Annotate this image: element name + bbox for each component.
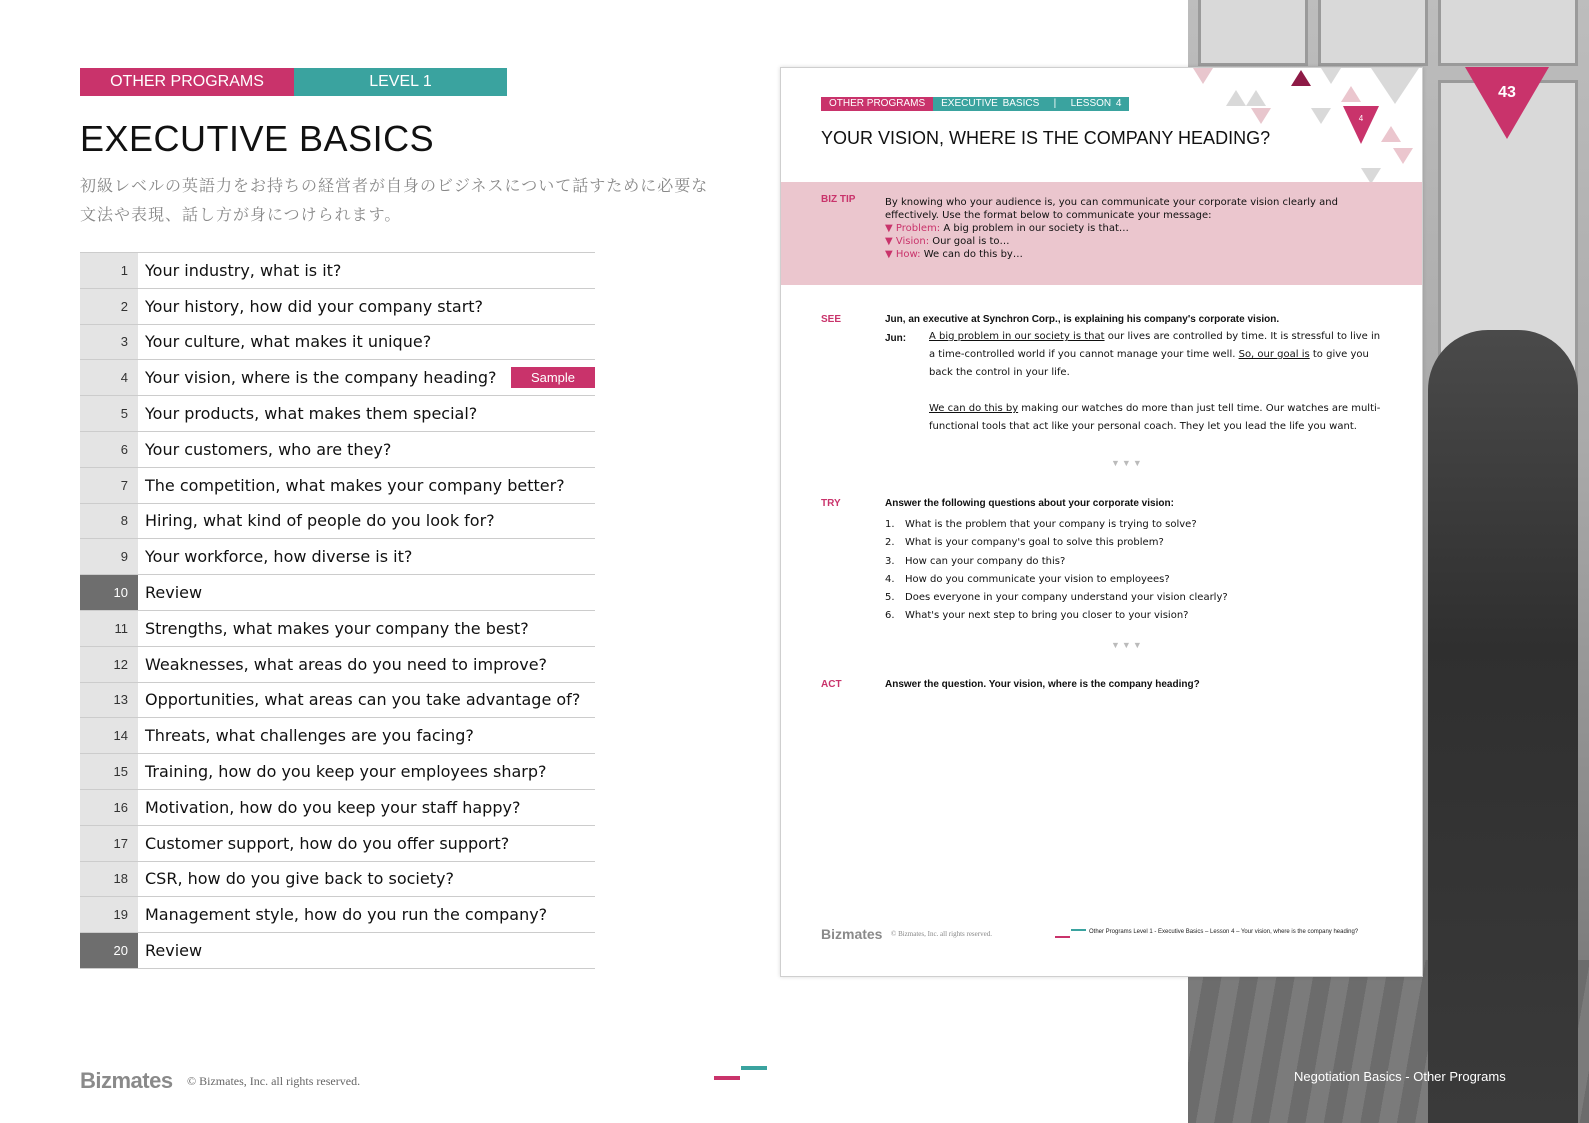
biz-tip-value: We can do this by…	[923, 249, 1023, 260]
triangle-bullet-icon: ▼	[885, 249, 893, 260]
decor-triangle	[1321, 68, 1341, 84]
lesson-title: Your customers, who are they?	[145, 439, 392, 459]
decor-triangle	[1226, 90, 1246, 106]
lesson-title: Your culture, what makes it unique?	[145, 332, 432, 352]
lesson-title: Training, how do you keep your employees sharp?	[145, 762, 547, 782]
decor-triangle	[1393, 148, 1413, 164]
lesson-number: 17	[80, 826, 138, 861]
page-number-triangle	[1465, 67, 1549, 139]
decor-triangle	[1291, 70, 1311, 86]
window-pane	[1198, 0, 1308, 66]
lesson-number: 5	[80, 396, 138, 431]
try-question-list	[885, 516, 1228, 626]
try-label: TRY	[821, 498, 841, 509]
try-question-number: 3.	[885, 555, 895, 567]
lesson-row	[80, 396, 595, 432]
decor-triangle	[1246, 90, 1266, 106]
biz-tip-key: Vision:	[895, 236, 930, 247]
section-separator: ▼▼▼	[1111, 640, 1144, 650]
lesson-row	[80, 325, 595, 361]
level-tag: LEVEL 1	[294, 68, 507, 96]
biz-tip-item	[885, 248, 1355, 261]
lesson-row	[80, 897, 595, 933]
try-question-number: 6.	[885, 610, 895, 622]
biz-tip-key: Problem:	[895, 223, 941, 234]
key-phrase: A big problem in our society is that	[929, 331, 1105, 342]
lesson-number: 10	[80, 575, 138, 610]
lesson-title: Strengths, what makes your company the best?	[145, 618, 529, 638]
lesson-title: Review	[145, 941, 203, 961]
lesson-number: 12	[80, 647, 138, 682]
lesson-row	[80, 253, 595, 289]
paragraph-text: making our watches do more than just tell time. Our watches are multi-functional tools that act like your personal coach. They let you lead the life you want.	[929, 403, 1381, 432]
lesson-title: Your industry, what is it?	[145, 260, 342, 280]
footer-copyright: © Bizmates, Inc. all rights reserved.	[187, 1074, 361, 1088]
lesson-row	[80, 611, 595, 647]
lesson-row	[80, 683, 595, 719]
try-question	[885, 607, 1228, 625]
lesson-number: 14	[80, 718, 138, 753]
lesson-number: 15	[80, 754, 138, 789]
see-label: SEE	[821, 314, 842, 325]
try-question-text: Does everyone in your company understand your vision clearly?	[905, 592, 1228, 604]
page-number: 43	[1498, 84, 1516, 101]
preview-title: YOUR VISION, WHERE IS THE COMPANY HEADING?	[821, 128, 1271, 148]
paragraph-text: to give you back the control in your life.	[929, 349, 1369, 378]
lesson-number: 2	[80, 289, 138, 324]
biz-tip-key: How:	[895, 249, 921, 260]
decor-triangle	[1371, 68, 1419, 104]
lesson-number: 18	[80, 862, 138, 897]
preview-course-label: EXECUTIVE BASICS	[941, 98, 1040, 109]
lesson-title: Hiring, what kind of people do you look for?	[145, 511, 495, 531]
lesson-row	[80, 790, 595, 826]
decor-triangle	[1341, 86, 1361, 102]
lesson-badge-triangle	[1343, 106, 1379, 144]
see-paragraph	[929, 400, 1389, 436]
try-question-number: 5.	[885, 592, 895, 604]
window-pane	[1318, 0, 1428, 66]
program-tag: OTHER PROGRAMS	[80, 68, 294, 96]
preview-lesson-label: LESSON 4	[1070, 98, 1122, 109]
see-speaker: Jun:	[885, 333, 907, 344]
decor-triangle	[1193, 68, 1213, 84]
decor-triangle	[1311, 108, 1331, 124]
key-phrase: We can do this by	[929, 403, 1019, 414]
try-question-text: How do you communicate your vision to employees?	[905, 573, 1170, 585]
try-question-text: What is the problem that your company is trying to solve?	[905, 519, 1197, 530]
preview-footer-caption: Other Programs Level 1 - Executive Basics – Lesson 4 – Your vision, where is the company heading?	[1089, 929, 1359, 935]
person-figure	[1428, 330, 1578, 1123]
lesson-title: Management style, how do you run the company?	[145, 905, 548, 925]
lesson-row	[80, 826, 595, 862]
biz-tip-intro: By knowing who your audience is, you can communicate your corporate vision clearly and effectively. Use the format below to communicate your message:	[885, 197, 1338, 221]
act-label: ACT	[821, 679, 842, 690]
lesson-title: Your products, what makes them special?	[145, 404, 478, 424]
preview-tag-divider: |	[1053, 98, 1057, 109]
lesson-row	[80, 360, 595, 396]
lesson-number: 11	[80, 611, 138, 646]
decor-triangle	[1381, 126, 1401, 142]
biz-tip-label: BIZ TIP	[821, 194, 856, 205]
lesson-number: 19	[80, 897, 138, 932]
decor-triangle	[1251, 108, 1271, 124]
biz-tip-value: Our goal is to…	[932, 236, 1010, 247]
lesson-number: 20	[80, 933, 138, 968]
preview-footer-mark	[1055, 936, 1070, 938]
lesson-row	[80, 647, 595, 683]
biz-tip-item	[885, 235, 1355, 248]
triangle-bullet-icon: ▼	[885, 236, 893, 247]
preview-footer-logo: Bizmates	[821, 926, 883, 942]
biz-tip-text	[885, 196, 1355, 261]
lesson-row	[80, 862, 595, 898]
lesson-title: Your history, how did your company start?	[145, 296, 484, 316]
lesson-preview-page	[780, 67, 1423, 977]
try-question-text: What's your next step to bring you closer to your vision?	[905, 610, 1189, 622]
act-heading: Answer the question. Your vision, where is the company heading?	[885, 679, 1200, 690]
preview-program-tag: OTHER PROGRAMS	[821, 97, 933, 111]
lesson-row	[80, 289, 595, 325]
program-tags	[80, 68, 507, 96]
footer-logo: Bizmates	[80, 1068, 173, 1093]
lesson-row-review	[80, 575, 595, 611]
lesson-number: 8	[80, 504, 138, 539]
lesson-row-review	[80, 933, 595, 969]
paragraph-text: our lives are controlled by time. It is stressful to live in a time-controlled world if you cannot manage your time well.	[929, 331, 1381, 360]
section-separator: ▼▼▼	[1111, 458, 1144, 468]
footer-mark	[741, 1066, 767, 1070]
footer-program-title: Negotiation Basics - Other Programs	[1294, 1069, 1506, 1084]
lesson-title: Your workforce, how diverse is it?	[145, 547, 413, 567]
lesson-title: Customer support, how do you offer support?	[145, 833, 510, 853]
try-question	[885, 553, 1228, 571]
try-question-text: What is your company's goal to solve this problem?	[905, 537, 1164, 549]
lesson-row	[80, 468, 595, 504]
lesson-row	[80, 754, 595, 790]
preview-tags	[821, 97, 1129, 111]
try-question-number: 1.	[885, 519, 895, 530]
lesson-row	[80, 504, 595, 540]
lesson-title: Threats, what challenges are you facing?	[145, 726, 474, 746]
triangle-bullet-icon: ▼	[885, 223, 893, 234]
lesson-list	[80, 252, 595, 969]
lesson-title: Opportunities, what areas can you take advantage of?	[145, 690, 581, 710]
sample-badge[interactable]: Sample	[511, 367, 595, 388]
lesson-number: 4	[80, 360, 138, 395]
see-paragraph	[929, 328, 1389, 382]
course-title: EXECUTIVE BASICS	[80, 118, 435, 159]
try-heading: Answer the following questions about your corporate vision:	[885, 498, 1174, 509]
lesson-title: Motivation, how do you keep your staff happy?	[145, 797, 521, 817]
footer-mark	[714, 1076, 740, 1080]
lesson-number: 13	[80, 683, 138, 718]
see-heading: Jun, an executive at Synchron Corp., is explaining his company's corporate vision.	[885, 314, 1280, 325]
biz-tip-value: A big problem in our society is that…	[943, 223, 1129, 234]
key-phrase: So, our goal is	[1238, 349, 1310, 360]
lesson-title: The competition, what makes your company better?	[145, 475, 565, 495]
lesson-number: 16	[80, 790, 138, 825]
lesson-badge-number: 4	[1358, 114, 1364, 123]
lesson-number: 7	[80, 468, 138, 503]
preview-course-tag	[933, 97, 1129, 111]
lesson-row	[80, 539, 595, 575]
lesson-title: CSR, how do you give back to society?	[145, 869, 454, 889]
lesson-title: Weaknesses, what areas do you need to improve?	[145, 654, 548, 674]
course-description: 初級レベルの英語力をお持ちの経営者が自身のビジネスについて話すために必要な文法や表現、話し方が身につけられます。	[80, 178, 709, 224]
lesson-number: 9	[80, 539, 138, 574]
try-question-number: 4.	[885, 573, 895, 585]
preview-footer-mark	[1071, 929, 1086, 931]
lesson-row	[80, 432, 595, 468]
lesson-row	[80, 718, 595, 754]
preview-footer-copyright: © Bizmates, Inc. all rights reserved.	[891, 930, 992, 938]
try-question	[885, 589, 1228, 607]
lesson-number: 1	[80, 253, 138, 288]
lesson-number: 3	[80, 325, 138, 360]
lesson-number: 6	[80, 432, 138, 467]
biz-tip-item	[885, 222, 1355, 235]
try-question	[885, 516, 1228, 534]
lesson-title: Your vision, where is the company heading?	[145, 368, 497, 388]
window-pane	[1438, 0, 1578, 66]
lesson-title: Review	[145, 583, 203, 603]
try-question-text: How can your company do this?	[905, 555, 1066, 567]
try-question	[885, 534, 1228, 552]
try-question	[885, 571, 1228, 589]
try-question-number: 2.	[885, 537, 895, 549]
